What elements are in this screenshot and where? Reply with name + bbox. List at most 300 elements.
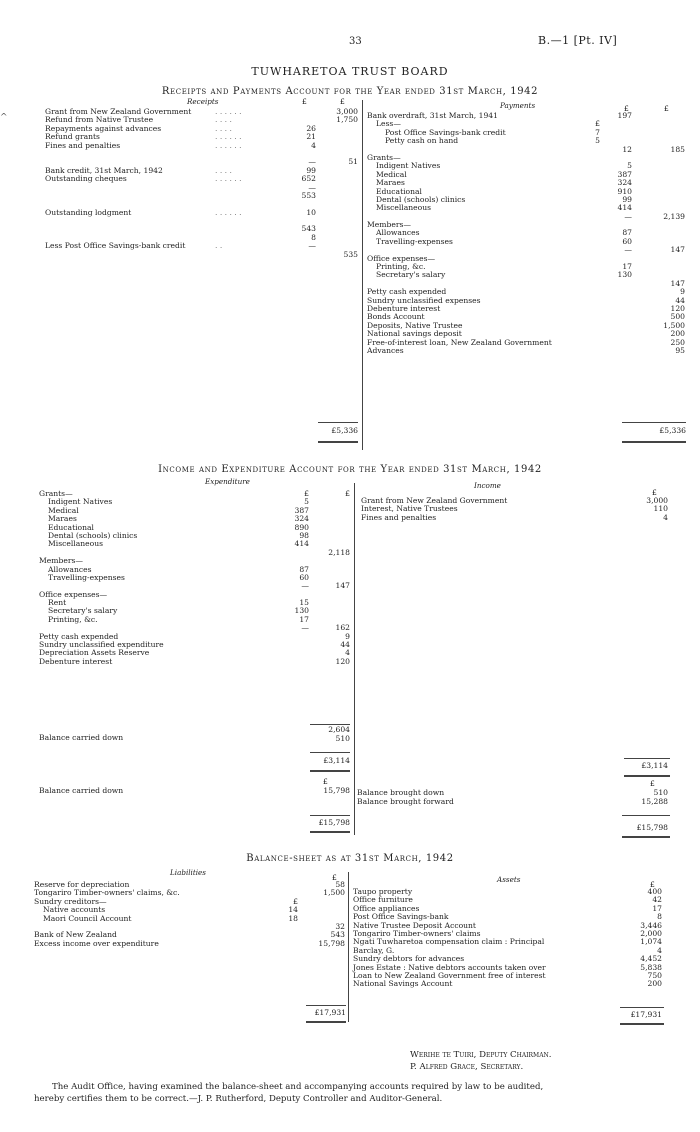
liability-amount	[262, 923, 298, 931]
pound-sign: £	[332, 873, 337, 882]
payment-amount: 910	[617, 186, 632, 196]
receipt-amount	[318, 175, 358, 183]
liability-amount: 1,500	[323, 888, 345, 898]
asset-amount: 5,838	[640, 962, 662, 972]
expenditure-amount	[308, 524, 350, 532]
receipt-amount: 99	[306, 165, 316, 175]
payment-line: Allowances	[376, 228, 420, 238]
pound-sign: £	[650, 880, 655, 889]
receipt-line: Refund grants	[45, 132, 100, 142]
asset-amount: 4	[657, 945, 662, 955]
payment-amount: 414	[617, 203, 632, 213]
expenditure-amount	[264, 549, 309, 557]
receipt-amount: 535	[343, 249, 358, 259]
expenditure-amount: £	[345, 489, 350, 498]
payment-amount	[640, 112, 685, 120]
receipt-amount: 10	[306, 207, 316, 217]
liability-amount: 14	[288, 905, 298, 915]
payment-amount	[596, 330, 632, 338]
expenditure-amount: 147	[335, 581, 350, 591]
payment-amount: 7	[595, 127, 600, 137]
expenditure-amount: 44	[340, 640, 350, 650]
expenditure-lines	[39, 490, 164, 666]
receipt-amount	[318, 133, 358, 141]
expenditure-line: Educational	[48, 522, 94, 532]
leader-dots	[215, 184, 242, 192]
receipt-line	[45, 192, 191, 200]
payment-amount: 87	[622, 228, 632, 238]
column-divider	[354, 483, 355, 835]
expenditure-line: Printing, &c.	[48, 614, 98, 624]
receipt-amount	[318, 167, 358, 175]
expenditure-amount	[308, 607, 350, 615]
total-double-rule	[318, 441, 358, 443]
total-double-rule	[306, 1021, 346, 1023]
payments-column-1	[596, 112, 632, 355]
payment-line: Petty cash expended	[367, 287, 447, 297]
payment-amount	[596, 288, 632, 296]
receipt-amount: 1,750	[336, 115, 358, 125]
expenditure-amount	[308, 498, 350, 506]
receipts-column-1	[280, 108, 316, 259]
liabilities-column-2	[300, 881, 345, 948]
payment-amount	[596, 313, 632, 321]
receipt-amount: 51	[348, 157, 358, 167]
asset-line: Ngati Tuwharetoa compensation claim : Principal	[353, 937, 545, 947]
expenditure-column-2	[308, 490, 350, 666]
total-double-rule	[310, 770, 350, 772]
receipt-line: Bank credit, 31st March, 1942	[45, 165, 163, 175]
payment-line: Bank overdraft, 31st March, 1941	[367, 111, 498, 120]
liabilities-lines	[34, 881, 180, 948]
payment-amount	[596, 347, 632, 355]
expenditure-amount: £	[304, 489, 309, 498]
final-total-left: £15,798	[318, 818, 350, 827]
receipts-column-2	[318, 108, 358, 259]
column-divider	[348, 872, 349, 1022]
expenditure-amount	[308, 557, 350, 565]
total-rule	[310, 752, 350, 753]
balance-carried-down-label: Balance carried down	[39, 786, 124, 795]
total-double-rule	[622, 441, 686, 443]
liability-amount	[262, 881, 298, 889]
assets-heading: Assets	[497, 875, 521, 884]
income-line: Fines and penalties	[361, 512, 437, 522]
expenditure-amount: 120	[335, 656, 350, 666]
payment-line: Deposits, Native Trustee	[367, 320, 463, 330]
liability-amount: 58	[335, 880, 345, 889]
payment-amount: 200	[670, 329, 685, 339]
balance-carried-down-value: 15,798	[323, 786, 350, 795]
asset-line: Tongariro Timber-owners' claims	[353, 928, 481, 938]
assets-lines	[353, 888, 546, 989]
expenditure-line: Secretary's salary	[48, 606, 118, 616]
payments-heading: Payments	[500, 101, 536, 110]
leader-dots: . . . .	[215, 115, 232, 125]
receipt-amount	[280, 251, 316, 259]
expenditure-amount: 4	[345, 648, 350, 658]
payment-amount: 60	[622, 236, 632, 246]
expenditure-line: Allowances	[48, 564, 92, 574]
receipt-amount: 3,000	[336, 107, 358, 116]
expenditure-line: Grants—	[39, 489, 73, 498]
payment-line: Educational	[376, 186, 422, 196]
expenditure-amount: 890	[294, 522, 309, 532]
expenditure-amount: 87	[299, 564, 309, 574]
balance-carried-down-value: 510	[335, 734, 350, 743]
expenditure-line: Dental (schools) clinics	[48, 530, 138, 540]
payment-amount: 120	[670, 303, 685, 313]
asset-line: Office appliances	[353, 903, 420, 913]
expenditure-amount: 387	[294, 505, 309, 515]
liability-amount	[262, 931, 298, 939]
payment-amount: 387	[617, 169, 632, 179]
assets-values	[624, 888, 662, 989]
page-number: 33	[349, 36, 362, 47]
asset-line: Loan to New Zealand Government free of interest	[353, 970, 546, 980]
payment-amount	[596, 305, 632, 313]
balance-brought-forward-label: Balance brought forward	[357, 797, 454, 806]
payment-amount: —	[624, 211, 632, 221]
receipt-amount: —	[308, 241, 316, 251]
audit-certificate-line-2: hereby certifies them to be correct.—J. P. Rutherford, Deputy Controller and Auditor-General.	[34, 1094, 443, 1104]
payment-amount: —	[624, 245, 632, 255]
payment-amount: 500	[670, 312, 685, 322]
total-double-rule	[624, 775, 670, 777]
expenditure-amount	[264, 641, 309, 649]
payment-amount	[596, 280, 632, 288]
receipt-amount	[318, 209, 358, 217]
expenditure-amount	[264, 649, 309, 657]
payment-amount: 9	[680, 287, 685, 297]
receipts-lines	[45, 108, 191, 259]
receipts-leaders	[215, 108, 242, 259]
receipt-amount: 553	[301, 190, 316, 200]
pound-sign: £	[624, 104, 629, 113]
receipt-amount	[318, 142, 358, 150]
payment-amount: 44	[675, 295, 685, 305]
asset-line: National Savings Account	[353, 979, 453, 989]
expenditure-amount	[308, 515, 350, 523]
asset-line: Native Trustee Deposit Account	[353, 920, 476, 930]
payment-amount: 324	[617, 178, 632, 188]
asset-amount: 2,000	[640, 928, 662, 938]
receipt-amount: —	[308, 182, 316, 192]
total-rule	[622, 422, 686, 423]
expenditure-heading: Expenditure	[205, 477, 250, 486]
payment-line: Petty cash on hand	[385, 136, 459, 146]
asset-amount: 400	[647, 887, 662, 896]
receipt-amount	[318, 125, 358, 133]
liability-amount: 32	[335, 921, 345, 931]
expenditure-amount: 60	[299, 572, 309, 582]
signature-secretary: P. Alfred Grace, Secretary.	[410, 1062, 524, 1072]
leader-dots: . . . . . .	[215, 174, 242, 184]
payment-amount: 1,500	[663, 320, 685, 330]
expenditure-amount	[264, 633, 309, 641]
payment-amount	[640, 196, 685, 204]
payment-line: Printing, &c.	[376, 262, 426, 272]
expenditure-line: Members—	[39, 556, 83, 566]
asset-line: Jones Estate : Native debtors accounts taken over	[353, 962, 546, 972]
liabilities-total: £17,931	[314, 1008, 346, 1017]
income-line: Interest, Native Trustees	[361, 504, 458, 514]
payment-line: National savings deposit	[367, 329, 462, 339]
leader-dots: . . . . . .	[215, 132, 242, 142]
payment-amount	[640, 179, 685, 187]
expenditure-amount: 414	[294, 539, 309, 549]
expenditure-amount	[264, 658, 309, 666]
payment-line: Secretary's salary	[376, 270, 446, 280]
payment-amount: 185	[670, 144, 685, 154]
payment-amount	[640, 154, 685, 162]
liability-amount	[262, 940, 298, 948]
total-double-rule	[620, 1023, 664, 1025]
payments-total: £5,336	[659, 426, 686, 435]
asset-amount: 4,452	[640, 954, 662, 964]
payment-line: Sundry unclassified expenses	[367, 295, 481, 305]
income-amount: 3,000	[646, 496, 668, 505]
total-double-rule	[310, 831, 350, 833]
receipt-line	[45, 150, 191, 158]
expenditure-line: Maraes	[48, 514, 77, 524]
payment-line: Bonds Account	[367, 312, 425, 322]
receipt-amount: 543	[301, 224, 316, 234]
payment-amount: 17	[622, 262, 632, 272]
liability-line: Native accounts	[43, 905, 106, 915]
payment-amount: 5	[595, 136, 600, 146]
asset-amount: 200	[647, 979, 662, 989]
leader-dots: . . . .	[215, 123, 232, 133]
expenditure-line: Travelling-expenses	[48, 572, 125, 582]
pound-sign: £	[652, 488, 657, 497]
expenditure-line: Sundry unclassified expenditure	[39, 640, 164, 650]
expenditure-amount: 5	[304, 497, 309, 507]
liability-line: Tongariro Timber-owners' claims, &c.	[34, 888, 180, 898]
payment-amount	[640, 162, 685, 170]
income-total: £3,114	[641, 761, 668, 770]
receipt-amount	[318, 184, 358, 192]
payment-amount: 99	[622, 194, 632, 204]
total-double-rule	[622, 836, 670, 838]
balance-brought-forward-value: 15,288	[641, 797, 668, 806]
asset-line: Office furniture	[353, 895, 413, 905]
expenditure-amount: —	[301, 581, 309, 591]
assets-total: £17,931	[630, 1010, 662, 1019]
expenditure-subtotal: 2,604	[328, 725, 350, 734]
payment-line: Indigent Natives	[376, 161, 441, 171]
receipt-amount	[318, 200, 358, 208]
expenditure-line: Indigent Natives	[48, 497, 113, 507]
expenditure-amount: 17	[299, 614, 309, 624]
payment-amount: 197	[617, 111, 632, 120]
expenditure-amount: 130	[294, 606, 309, 616]
payment-line: Travelling-expenses	[376, 236, 453, 246]
liability-amount: 15,798	[318, 938, 345, 948]
leader-dots	[215, 150, 242, 158]
payment-line: Medical	[376, 169, 407, 179]
expenditure-amount	[308, 591, 350, 599]
margin-mark: ^	[0, 113, 8, 123]
liability-line: Sundry creditors—	[34, 896, 107, 906]
payment-line: Maraes	[376, 178, 405, 188]
leader-dots: . . . .	[215, 165, 232, 175]
leader-dots: . . . . . .	[215, 140, 242, 150]
total-rule	[622, 815, 670, 816]
total-rule	[624, 758, 670, 759]
leader-dots: . . . . . .	[215, 107, 242, 116]
asset-amount: 3,446	[640, 920, 662, 930]
signature-deputy-chairman: Werihe te Tuiri, Deputy Chairman.	[410, 1050, 552, 1060]
income-lines	[361, 497, 507, 522]
payment-amount: 147	[670, 245, 685, 255]
payment-line: Post Office Savings-bank credit	[385, 127, 506, 137]
expenditure-column-1	[264, 490, 309, 666]
receipts-heading: Receipts	[187, 97, 219, 106]
total-rule	[620, 1007, 664, 1008]
receipt-line	[45, 251, 191, 259]
receipt-amount: 8	[311, 232, 316, 242]
liability-amount: 543	[330, 930, 345, 940]
asset-line: Taupo property	[353, 887, 413, 896]
total-rule	[310, 815, 350, 816]
column-divider	[362, 100, 363, 450]
leader-dots	[215, 225, 242, 233]
expenditure-amount	[308, 599, 350, 607]
receipt-line: Outstanding cheques	[45, 174, 127, 184]
asset-line: Barclay, G.	[353, 945, 395, 955]
leader-dots: . .	[215, 241, 223, 251]
expenditure-line: Rent	[48, 598, 67, 608]
receipt-line: Grant from New Zealand Government	[45, 107, 192, 116]
income-values	[630, 497, 668, 522]
payment-amount	[596, 120, 632, 128]
liability-amount	[300, 906, 345, 914]
liability-line: Bank of New Zealand	[34, 930, 117, 940]
page-title: TUWHARETOA TRUST BOARD	[251, 65, 449, 78]
expenditure-amount	[308, 507, 350, 515]
receipts-payments-title: Receipts and Payments Account for the Year ended 31st March, 1942	[161, 86, 539, 97]
payment-amount: 12	[622, 144, 632, 154]
payment-line: Dental (schools) clinics	[376, 194, 466, 204]
receipt-amount: 4	[311, 140, 316, 150]
payment-amount: 250	[670, 337, 685, 347]
receipts-total: £5,336	[331, 426, 358, 435]
liability-amount: 18	[288, 913, 298, 923]
payment-line: Less—	[376, 119, 401, 129]
payment-amount	[640, 263, 685, 271]
document-reference: B.—1 [Pt. IV]	[538, 34, 618, 47]
balance-brought-down-value: 510	[653, 788, 668, 797]
expenditure-total: £3,114	[323, 756, 350, 765]
expenditure-line: Depreciation Assets Reserve	[39, 648, 150, 658]
income-heading: Income	[474, 481, 501, 490]
pound-sign: £	[650, 779, 655, 788]
total-rule	[318, 422, 358, 423]
liabilities-heading: Liabilities	[170, 868, 206, 877]
payments-column-2	[640, 112, 685, 355]
payment-amount	[640, 129, 685, 137]
expenditure-line: Miscellaneous	[48, 539, 103, 549]
payment-line: Miscellaneous	[376, 203, 431, 213]
payments-lines	[367, 112, 552, 355]
pound-sign: £	[302, 97, 307, 106]
receipt-line: Fines and penalties	[45, 140, 121, 150]
payment-amount: 2,139	[663, 211, 685, 221]
audit-certificate-line-1: The Audit Office, having examined the balance-sheet and accompanying accounts required by law to be audited,	[52, 1082, 544, 1092]
receipt-amount: 26	[306, 123, 316, 133]
receipt-amount	[318, 234, 358, 242]
payment-amount	[596, 297, 632, 305]
expenditure-amount	[308, 532, 350, 540]
receipt-line: Less Post Office Savings-bank credit	[45, 241, 186, 251]
leader-dots	[215, 217, 242, 225]
expenditure-amount: 98	[299, 530, 309, 540]
receipt-line: Outstanding lodgment	[45, 207, 132, 217]
asset-line: Post Office Savings-bank	[353, 912, 449, 922]
pound-sign: £	[340, 97, 345, 106]
asset-amount: 1,074	[640, 937, 662, 947]
expenditure-line: Petty cash expended	[39, 631, 119, 641]
payment-line: Grants—	[367, 152, 401, 162]
receipt-amount	[318, 217, 358, 225]
payment-line: Advances	[367, 345, 404, 355]
asset-amount: 17	[652, 903, 662, 913]
final-total-right: £15,798	[636, 823, 668, 832]
liabilities-column-1	[262, 881, 298, 948]
asset-amount: 8	[657, 912, 662, 922]
liability-line: Maori Council Account	[43, 913, 132, 923]
receipt-amount: 652	[301, 174, 316, 184]
receipt-line: Repayments against advances	[45, 123, 162, 133]
payment-amount	[640, 171, 685, 179]
payment-amount: 130	[617, 270, 632, 280]
payment-amount	[640, 229, 685, 237]
payment-amount	[640, 255, 685, 263]
total-rule	[306, 1005, 346, 1006]
payment-amount	[640, 221, 685, 229]
asset-line: Sundry debtors for advances	[353, 954, 465, 964]
leader-dots	[215, 192, 242, 200]
expenditure-line: Medical	[48, 505, 79, 515]
income-amount: 4	[663, 512, 668, 522]
expenditure-line: Office expenses—	[39, 589, 108, 599]
receipt-line: Refund from Native Trustee	[45, 115, 154, 125]
receipt-line	[45, 225, 191, 233]
pound-sign: £	[323, 777, 328, 786]
payment-amount	[596, 322, 632, 330]
receipt-amount: 21	[306, 132, 316, 142]
expenditure-amount: —	[301, 623, 309, 633]
liability-line: Excess income over expenditure	[34, 938, 159, 948]
leader-dots	[215, 251, 242, 259]
receipt-amount	[318, 225, 358, 233]
payment-line: Free-of-interest loan, New Zealand Government	[367, 337, 552, 347]
payment-amount	[640, 120, 685, 128]
balance-carried-down-label: Balance carried down	[39, 733, 124, 742]
payment-amount: 95	[675, 345, 685, 355]
expenditure-amount: 15	[299, 598, 309, 608]
payment-line: Members—	[367, 220, 411, 230]
balance-sheet-title: Balance-sheet as at 31st March, 1942	[246, 853, 454, 864]
expenditure-amount: 162	[335, 623, 350, 633]
receipt-amount: —	[308, 157, 316, 167]
expenditure-amount	[308, 566, 350, 574]
expenditure-amount: 2,118	[328, 547, 350, 557]
leader-dots: . . . . . .	[215, 207, 242, 217]
income-amount: 110	[653, 504, 668, 514]
asset-amount: 750	[647, 970, 662, 980]
